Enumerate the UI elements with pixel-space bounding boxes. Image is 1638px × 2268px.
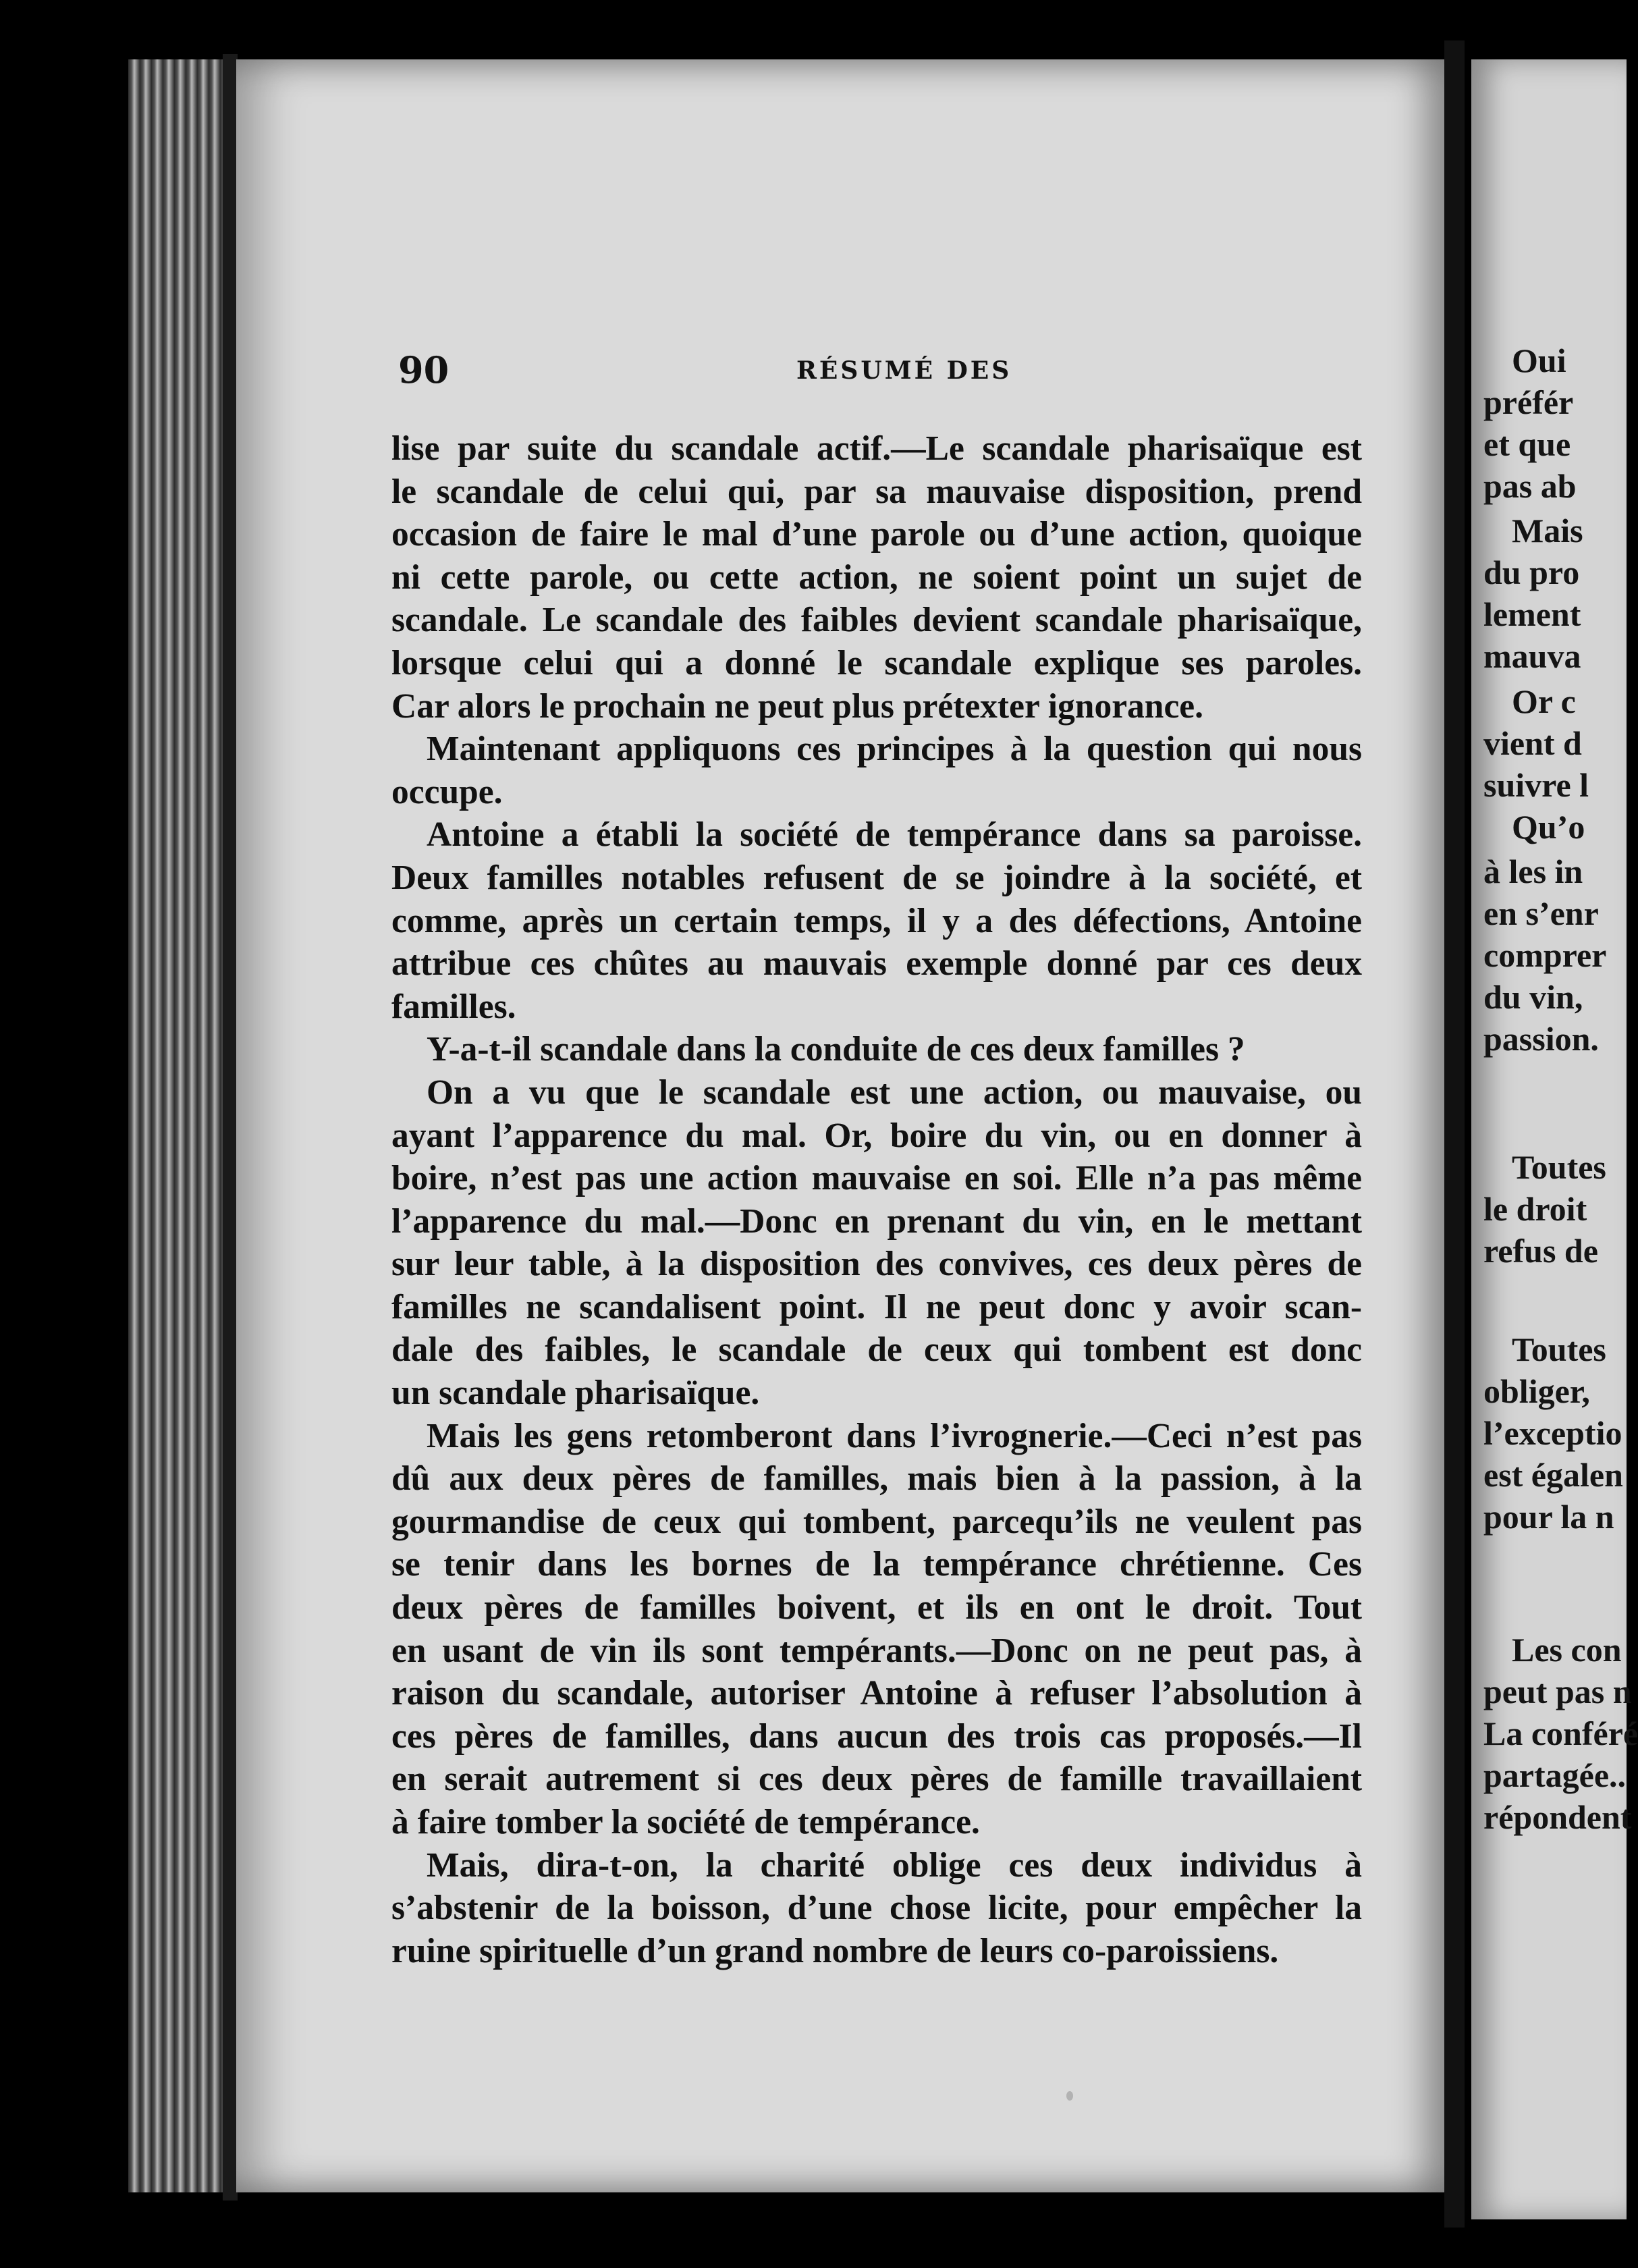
- text-line: Mais, dira-t-on, la charité oblige ces deux individus à: [427, 1845, 1362, 1885]
- adjacent-page-line: Toutes: [1512, 1330, 1606, 1368]
- ink-smudge: [1066, 2091, 1073, 2101]
- adjacent-page-line: du pro: [1483, 554, 1580, 591]
- text-line: gourmandise de ceux qui tombent, parcequ’ils ne veulent pas: [391, 1502, 1362, 1541]
- adjacent-page-line: du vin,: [1483, 978, 1583, 1016]
- adjacent-page-line: pour la n: [1483, 1498, 1614, 1536]
- adjacent-page-line: refus de: [1483, 1232, 1598, 1270]
- text-line: dale des faibles, le scandale de ceux qui tombent est donc: [391, 1330, 1362, 1370]
- adjacent-page: [1471, 59, 1638, 2219]
- adjacent-page-line: suivre l: [1483, 766, 1589, 804]
- binding-shadow: [223, 54, 238, 2200]
- adjacent-page-line: l’exceptio: [1483, 1414, 1622, 1452]
- adjacent-page-line: Toutes: [1512, 1148, 1606, 1186]
- adjacent-page-line: La conféré: [1483, 1714, 1638, 1752]
- text-line: lorsque celui qui a donné le scandale explique ses paroles.: [391, 643, 1362, 682]
- adjacent-page-line: est égalen: [1483, 1456, 1623, 1494]
- text-line: ruine spirituelle d’un grand nombre de leurs co-paroissiens.: [391, 1931, 1279, 1970]
- adjacent-page-line: Les con: [1512, 1631, 1622, 1669]
- adjacent-page-line: mauva: [1483, 637, 1581, 675]
- adjacent-page-line: partagée..: [1483, 1756, 1627, 1794]
- adjacent-page-line: Mais: [1512, 512, 1583, 549]
- text-line: Car alors le prochain ne peut plus prétexter ignorance.: [391, 686, 1204, 726]
- text-line: familles ne scandalisent point. Il ne peut donc y avoir scan-: [391, 1287, 1362, 1326]
- text-line: lise par suite du scandale actif.—Le scandale pharisaïque est: [391, 429, 1362, 468]
- text-line: Mais les gens retomberont dans l’ivrognerie.—Ceci n’est pas: [427, 1416, 1362, 1455]
- page-number: 90: [398, 348, 449, 392]
- text-line: à faire tomber la société de tempérance.: [391, 1803, 980, 1841]
- book-binding: [128, 59, 236, 2192]
- text-line: en usant de vin ils sont tempérants.—Donc on ne peut pas, à: [391, 1631, 1362, 1670]
- adjacent-page-line: Qu’o: [1512, 808, 1585, 846]
- text-line: s’abstenir de la boisson, d’une chose licite, pour empêcher la: [391, 1889, 1362, 1928]
- running-title: RÉSUMÉ DES: [796, 356, 1012, 385]
- text-line: dû aux deux pères de familles, mais bien à la passion, à la: [391, 1459, 1362, 1498]
- text-line: un scandale pharisaïque.: [391, 1374, 760, 1413]
- text-line: le scandale de celui qui, par sa mauvaise disposition, prend: [391, 472, 1362, 511]
- text-line: ces pères de familles, dans aucun des trois cas proposés.—Il: [391, 1717, 1362, 1756]
- adjacent-page-line: comprer: [1483, 936, 1607, 974]
- text-line: sur leur table, à la disposition des convives, ces deux pères de: [391, 1245, 1362, 1284]
- text-line: occupe.: [391, 772, 503, 811]
- adjacent-page-line: à les in: [1483, 853, 1583, 890]
- text-line: ayant l’apparence du mal. Or, boire du vin, ou en donner à: [391, 1116, 1362, 1155]
- text-line: Antoine a établi la société de tempérance dans sa paroisse.: [427, 815, 1362, 855]
- adjacent-page-line: et que: [1483, 425, 1571, 463]
- page-gutter: [1444, 40, 1465, 2228]
- adjacent-page-line: Or c: [1512, 682, 1576, 720]
- adjacent-page-line: en s’enr: [1483, 894, 1599, 932]
- text-line: On a vu que le scandale est une action, ou mauvaise, ou: [427, 1073, 1362, 1112]
- adjacent-page-line: pas ab: [1483, 467, 1577, 505]
- text-line: boire, n’est pas une action mauvaise en soi. Elle n’a pas même: [391, 1159, 1362, 1198]
- text-line: l’apparence du mal.—Donc en prenant du vin, en le mettant: [391, 1202, 1362, 1241]
- adjacent-page-line: répondent: [1483, 1798, 1632, 1836]
- adjacent-page-line: passion.: [1483, 1020, 1599, 1058]
- body-text: [391, 427, 1362, 1972]
- text-line: scandale. Le scandale des faibles devient scandale pharisaïque,: [391, 601, 1362, 640]
- adjacent-page-line: peut pas n: [1483, 1673, 1632, 1710]
- adjacent-page-line: vient d: [1483, 724, 1582, 762]
- text-line: raison du scandale, autoriser Antoine à refuser l’absolution à: [391, 1674, 1362, 1713]
- text-line: Maintenant appliquons ces principes à la question qui nous: [427, 730, 1362, 769]
- adjacent-page-line: préfér: [1483, 383, 1574, 421]
- text-line: familles.: [391, 987, 516, 1026]
- adjacent-page-line: obliger,: [1483, 1372, 1590, 1410]
- adjacent-page-line: lement: [1483, 595, 1581, 633]
- page-header: [236, 348, 1444, 396]
- adjacent-page-line: Oui: [1512, 342, 1566, 379]
- text-line: Deux familles notables refusent de se joindre à la société, et: [391, 858, 1362, 897]
- text-line: en serait autrement si ces deux pères de famille travaillaient: [391, 1760, 1362, 1799]
- text-line: ni cette parole, ou cette action, ne soient point un sujet de: [391, 558, 1362, 597]
- text-line: se tenir dans les bornes de la tempérance chrétienne. Ces: [391, 1545, 1362, 1584]
- text-line: occasion de faire le mal d’une parole ou d’une action, quoique: [391, 515, 1362, 554]
- text-line: deux pères de familles boivent, et ils en ont le droit. Tout: [391, 1588, 1362, 1627]
- text-line: attribue ces chûtes au mauvais exemple donné par ces deux: [391, 944, 1362, 983]
- adjacent-page-line: le droit: [1483, 1190, 1587, 1228]
- book-page: [236, 59, 1444, 2192]
- text-line: Y-a-t-il scandale dans la conduite de ces deux familles ?: [427, 1030, 1245, 1069]
- text-line: comme, après un certain temps, il y a des défections, Antoine: [391, 901, 1362, 940]
